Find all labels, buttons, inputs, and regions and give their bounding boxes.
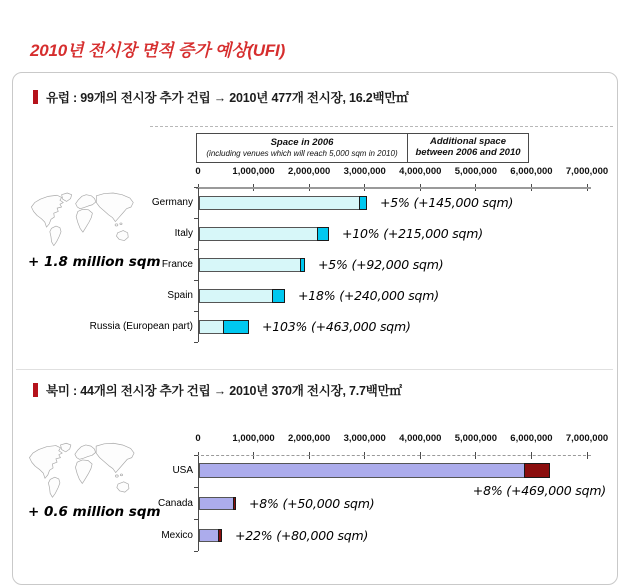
europe-map-caption: + 1.8 million sqm — [28, 254, 161, 270]
x-axis-tick-label: 7,000,000 — [565, 433, 609, 444]
x-axis-tick-label: 1,000,000 — [232, 433, 275, 444]
bar-space-2006 — [199, 497, 234, 510]
legend-space-2006-subtitle: (including venues which will reach 5,000 sqm in 2010) — [206, 148, 398, 158]
north-america-map-caption: + 0.6 million sqm — [28, 504, 161, 520]
growth-annotation: +8% (+50,000 sqm) — [249, 495, 375, 511]
category-label: Spain — [167, 290, 193, 301]
growth-annotation: +103% (+463,000 sqm) — [262, 319, 411, 334]
bar-additional-space — [233, 497, 236, 510]
y-axis-tick-mark — [194, 311, 198, 312]
page-title: 2010년 전시장 면적 증가 예상(UFI) — [30, 41, 286, 60]
y-axis-tick-mark — [194, 487, 198, 488]
north-america-heading-text: 북미 : 44개의 전시장 추가 건립 → 2010년 370개 전시장, 7.7백만㎡ — [46, 384, 402, 398]
growth-annotation: +8% (+469,000 sqm) — [472, 483, 606, 498]
growth-annotation: +18% (+240,000 sqm) — [298, 288, 439, 303]
north-america-section-heading — [33, 381, 402, 399]
bar-space-2006 — [199, 196, 360, 210]
x-axis-tick-label: 5,000,000 — [454, 166, 497, 177]
growth-annotation: +5% (+92,000 sqm) — [318, 257, 444, 272]
x-axis-tick-label: 6,000,000 — [510, 166, 553, 177]
red-bar-marker — [33, 90, 38, 104]
x-axis-tick-label: 5,000,000 — [454, 433, 497, 444]
growth-annotation: +22% (+80,000 sqm) — [235, 527, 369, 543]
bar-additional-space — [272, 289, 285, 303]
bar-additional-space — [218, 529, 222, 542]
europe-heading-text: 유럽 : 99개의 전시장 추가 건립 → 2010년 477개 전시장, 16.2백만㎡ — [46, 91, 409, 105]
x-axis-tick-label: 6,000,000 — [510, 433, 553, 444]
bar-space-2006 — [199, 289, 273, 303]
y-axis-tick-mark — [194, 249, 198, 250]
y-axis-tick-mark — [194, 342, 198, 343]
y-axis-tick-mark — [194, 455, 198, 456]
category-label: France — [161, 259, 193, 270]
bar-additional-space — [300, 258, 305, 272]
red-bar-marker — [33, 383, 38, 397]
europe-chart-legend — [196, 133, 529, 163]
north-america-chart — [40, 425, 618, 563]
growth-annotation: +5% (+145,000 sqm) — [380, 195, 514, 210]
legend-space-2006 — [197, 134, 408, 162]
bar-additional-space — [524, 463, 550, 478]
y-axis-tick-mark — [194, 280, 198, 281]
bar-additional-space — [223, 320, 249, 334]
bar-space-2006 — [199, 320, 224, 334]
bar-space-2006 — [199, 529, 219, 542]
x-axis-line — [196, 455, 591, 456]
y-axis-tick-mark — [194, 218, 198, 219]
x-axis-tick-label: 1,000,000 — [232, 166, 275, 177]
category-label: Russia (European part) — [89, 321, 193, 332]
bar-space-2006 — [199, 258, 301, 272]
bar-additional-space — [317, 227, 329, 241]
bar-space-2006 — [199, 463, 525, 478]
chart-top-dashed-border — [150, 126, 613, 127]
x-axis-tick-label: 3,000,000 — [343, 166, 386, 177]
x-axis-tick-label: 3,000,000 — [343, 433, 386, 444]
bar-space-2006 — [199, 227, 318, 241]
europe-chart — [40, 120, 618, 358]
x-axis-tick-label: 2,000,000 — [288, 433, 331, 444]
x-axis-tick-label: 2,000,000 — [288, 166, 331, 177]
x-axis-tick-label: 4,000,000 — [399, 433, 442, 444]
x-axis-tick-label: 4,000,000 — [399, 166, 442, 177]
category-label: Canada — [157, 497, 193, 509]
category-label: Italy — [174, 228, 193, 239]
y-axis-tick-mark — [194, 551, 198, 552]
x-axis-line — [196, 187, 591, 189]
y-axis-tick-mark — [194, 187, 198, 188]
y-axis-tick-mark — [194, 519, 198, 520]
legend-additional-space-line2: between 2006 and 2010 — [415, 147, 521, 158]
legend-space-2006-title: Space in 2006 — [270, 136, 334, 148]
section-divider — [16, 369, 613, 370]
category-label: Mexico — [161, 529, 193, 541]
growth-annotation: +10% (+215,000 sqm) — [342, 226, 483, 241]
x-axis-tick-label: 0 — [195, 433, 201, 444]
europe-section-heading — [33, 88, 409, 106]
category-label: Germany — [151, 197, 193, 208]
legend-additional-space — [408, 134, 528, 162]
x-axis-tick-label: 0 — [195, 166, 201, 177]
x-axis-tick-label: 7,000,000 — [565, 166, 609, 177]
category-label: USA — [172, 464, 193, 476]
bar-additional-space — [359, 196, 367, 210]
legend-additional-space-line1: Additional space — [429, 136, 506, 148]
